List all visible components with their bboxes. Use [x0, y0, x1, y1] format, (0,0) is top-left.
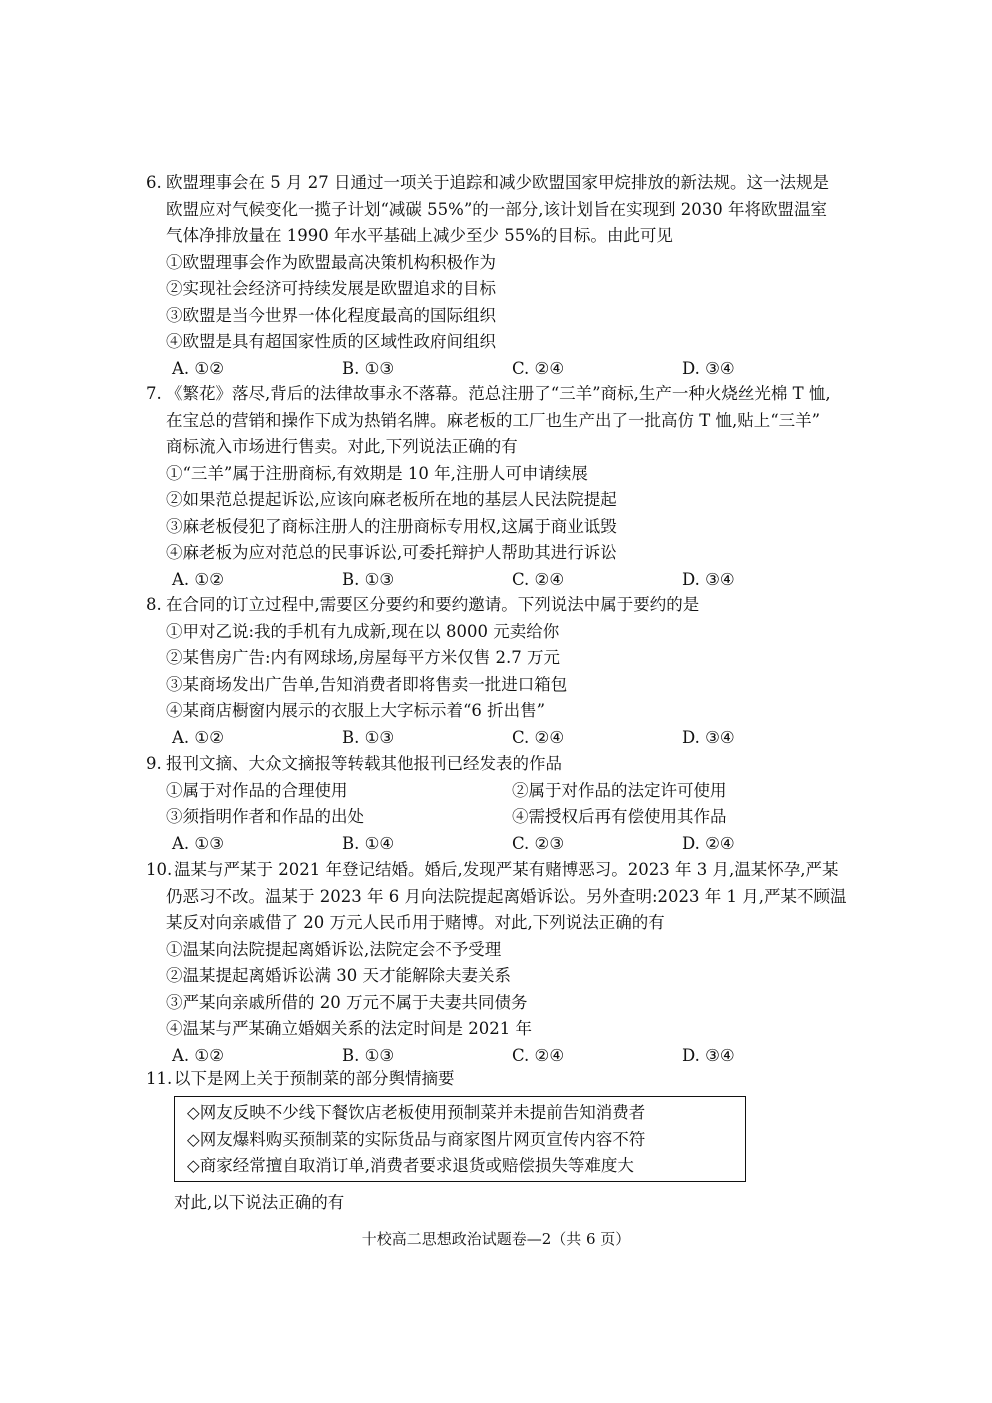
question-stem-line: 仍恶习不改。温某于 2023 年 6 月向法院提起离婚诉讼。另外查明:2023 年 1 月,严某不顾温	[166, 886, 847, 906]
statement-option: ④麻老板为应对范总的民事诉讼,可委托辩护人帮助其进行诉讼	[166, 543, 617, 562]
page-footer: 十校高二思想政治试题卷—2（共 6 页）	[361, 1230, 631, 1248]
public-opinion-box	[174, 1096, 746, 1182]
choice-c: C. ②④	[512, 727, 565, 747]
question-stem-line: 欧盟理事会在 5 月 27 日通过一项关于追踪和减少欧盟国家甲烷排放的新法规。这一法规是	[166, 173, 829, 192]
choice-c: C. ②④	[512, 569, 565, 589]
question-stem-line: 某反对向亲戚借了 20 万元人民币用于赌博。对此,下列说法正确的有	[166, 913, 665, 932]
statement-option: ②某售房广告:内有网球场,房屋每平方米仅售 2.7 万元	[166, 648, 561, 667]
choice-b: B. ①③	[342, 727, 395, 747]
choice-b: B. ①④	[342, 833, 395, 853]
question-number: 10.	[146, 860, 173, 879]
question-stem-line: 商标流入市场进行售卖。对此,下列说法正确的有	[166, 437, 518, 456]
choice-d: D. ②④	[682, 833, 735, 853]
statement-option: ④某商店橱窗内展示的衣服上大字标示着“6 折出售”	[166, 701, 546, 720]
box-line: ◇网友爆料购买预制菜的实际货品与商家图片网页宣传内容不符	[187, 1129, 646, 1149]
question-stem-line: 《繁花》落尽,背后的法律故事永不落幕。范总注册了“三羊”商标,生产一种火烧丝光棉 T 恤,	[166, 384, 831, 403]
question-stem-line: 报刊文摘、大众文摘报等转载其他报刊已经发表的作品	[166, 754, 562, 773]
statement-option: ④需授权后再有偿使用其作品	[512, 807, 727, 826]
statement-option: ②实现社会经济可持续发展是欧盟追求的目标	[166, 279, 496, 298]
statement-option: ①温某向法院提起离婚诉讼,法院定会不予受理	[166, 939, 502, 959]
statement-option: ④温某与严某确立婚姻关系的法定时间是 2021 年	[166, 1019, 532, 1038]
choice-c: C. ②④	[512, 1045, 565, 1065]
question-stem-line: 气体净排放量在 1990 年水平基础上减少至少 55%的目标。由此可见	[166, 226, 673, 245]
choice-b: B. ①③	[342, 1045, 395, 1065]
question-6	[146, 170, 866, 382]
statement-option: ①欧盟理事会作为欧盟最高决策机构积极作为	[166, 252, 496, 272]
choice-b: B. ①③	[342, 569, 395, 589]
statement-option: ①属于对作品的合理使用	[166, 780, 348, 800]
answer-choices	[146, 831, 866, 858]
question-number: 9.	[146, 754, 162, 773]
box-line: ◇网友反映不少线下餐饮店老板使用预制菜并未提前告知消费者	[187, 1103, 646, 1122]
question-stem-line: 温某与严某于 2021 年登记结婚。婚后,发现严某有赌博恶习。2023 年 3 月,温某怀孕,严某	[174, 860, 839, 879]
choice-a: A. ①②	[172, 727, 224, 747]
statement-option: ②如果范总提起诉讼,应该向麻老板所在地的基层人民法院提起	[166, 490, 617, 509]
question-stem-line: 以下是网上关于预制菜的部分舆情摘要	[174, 1069, 455, 1088]
question-10	[146, 857, 866, 1069]
choice-a: A. ①②	[172, 1045, 224, 1065]
choice-a: A. ①②	[172, 569, 224, 589]
choice-c: C. ②③	[512, 833, 565, 853]
choice-d: D. ③④	[682, 358, 735, 378]
choice-c: C. ②④	[512, 358, 565, 378]
answer-choices	[146, 567, 866, 594]
choice-d: D. ③④	[682, 569, 735, 589]
statement-option: ②温某提起离婚诉讼满 30 天才能解除夫妻关系	[166, 966, 511, 985]
question-11	[146, 1066, 866, 1093]
box-line: ◇商家经常擅自取消订单,消费者要求退货或赔偿损失等难度大	[187, 1156, 634, 1175]
question-stem-line: 对此,以下说法正确的有	[174, 1193, 345, 1212]
choice-d: D. ③④	[682, 1045, 735, 1065]
statement-option: ①“三羊”属于注册商标,有效期是 10 年,注册人可申请续展	[166, 463, 588, 483]
question-number: 8.	[146, 595, 162, 614]
question-stem-line: 在合同的订立过程中,需要区分要约和要约邀请。下列说法中属于要约的是	[166, 595, 700, 614]
statement-option: ③某商场发出广告单,告知消费者即将售卖一批进口箱包	[166, 674, 568, 694]
choice-d: D. ③④	[682, 727, 735, 747]
question-number: 7.	[146, 384, 162, 403]
statement-option: ③麻老板侵犯了商标注册人的注册商标专用权,这属于商业诋毁	[166, 516, 617, 536]
question-stem-line: 在宝总的营销和操作下成为热销名牌。麻老板的工厂也生产出了一批高仿 T 恤,贴上“三羊”	[166, 410, 821, 430]
choice-a: A. ①②	[172, 358, 224, 378]
question-9	[146, 751, 866, 857]
choice-a: A. ①③	[172, 833, 224, 853]
question-8	[146, 592, 866, 751]
question-stem-line: 欧盟应对气候变化一揽子计划“减碳 55%”的一部分,该计划旨在实现到 2030 年将欧盟温室	[166, 199, 828, 219]
statement-option: ②属于对作品的法定许可使用	[512, 780, 727, 800]
question-number: 6.	[146, 173, 162, 192]
answer-choices	[146, 356, 866, 383]
statement-option: ④欧盟是具有超国家性质的区域性政府间组织	[166, 332, 496, 351]
question-7	[146, 381, 866, 593]
statement-option: ①甲对乙说:我的手机有九成新,现在以 8000 元卖给你	[166, 621, 560, 641]
statement-option: ③须指明作者和作品的出处	[166, 807, 364, 826]
statement-option: ③严某向亲戚所借的 20 万元不属于夫妻共同债务	[166, 992, 528, 1012]
choice-b: B. ①③	[342, 358, 395, 378]
question-11-followup	[174, 1190, 894, 1217]
answer-choices	[146, 725, 866, 752]
statement-option: ③欧盟是当今世界一体化程度最高的国际组织	[166, 305, 496, 325]
question-number: 11.	[146, 1069, 173, 1088]
